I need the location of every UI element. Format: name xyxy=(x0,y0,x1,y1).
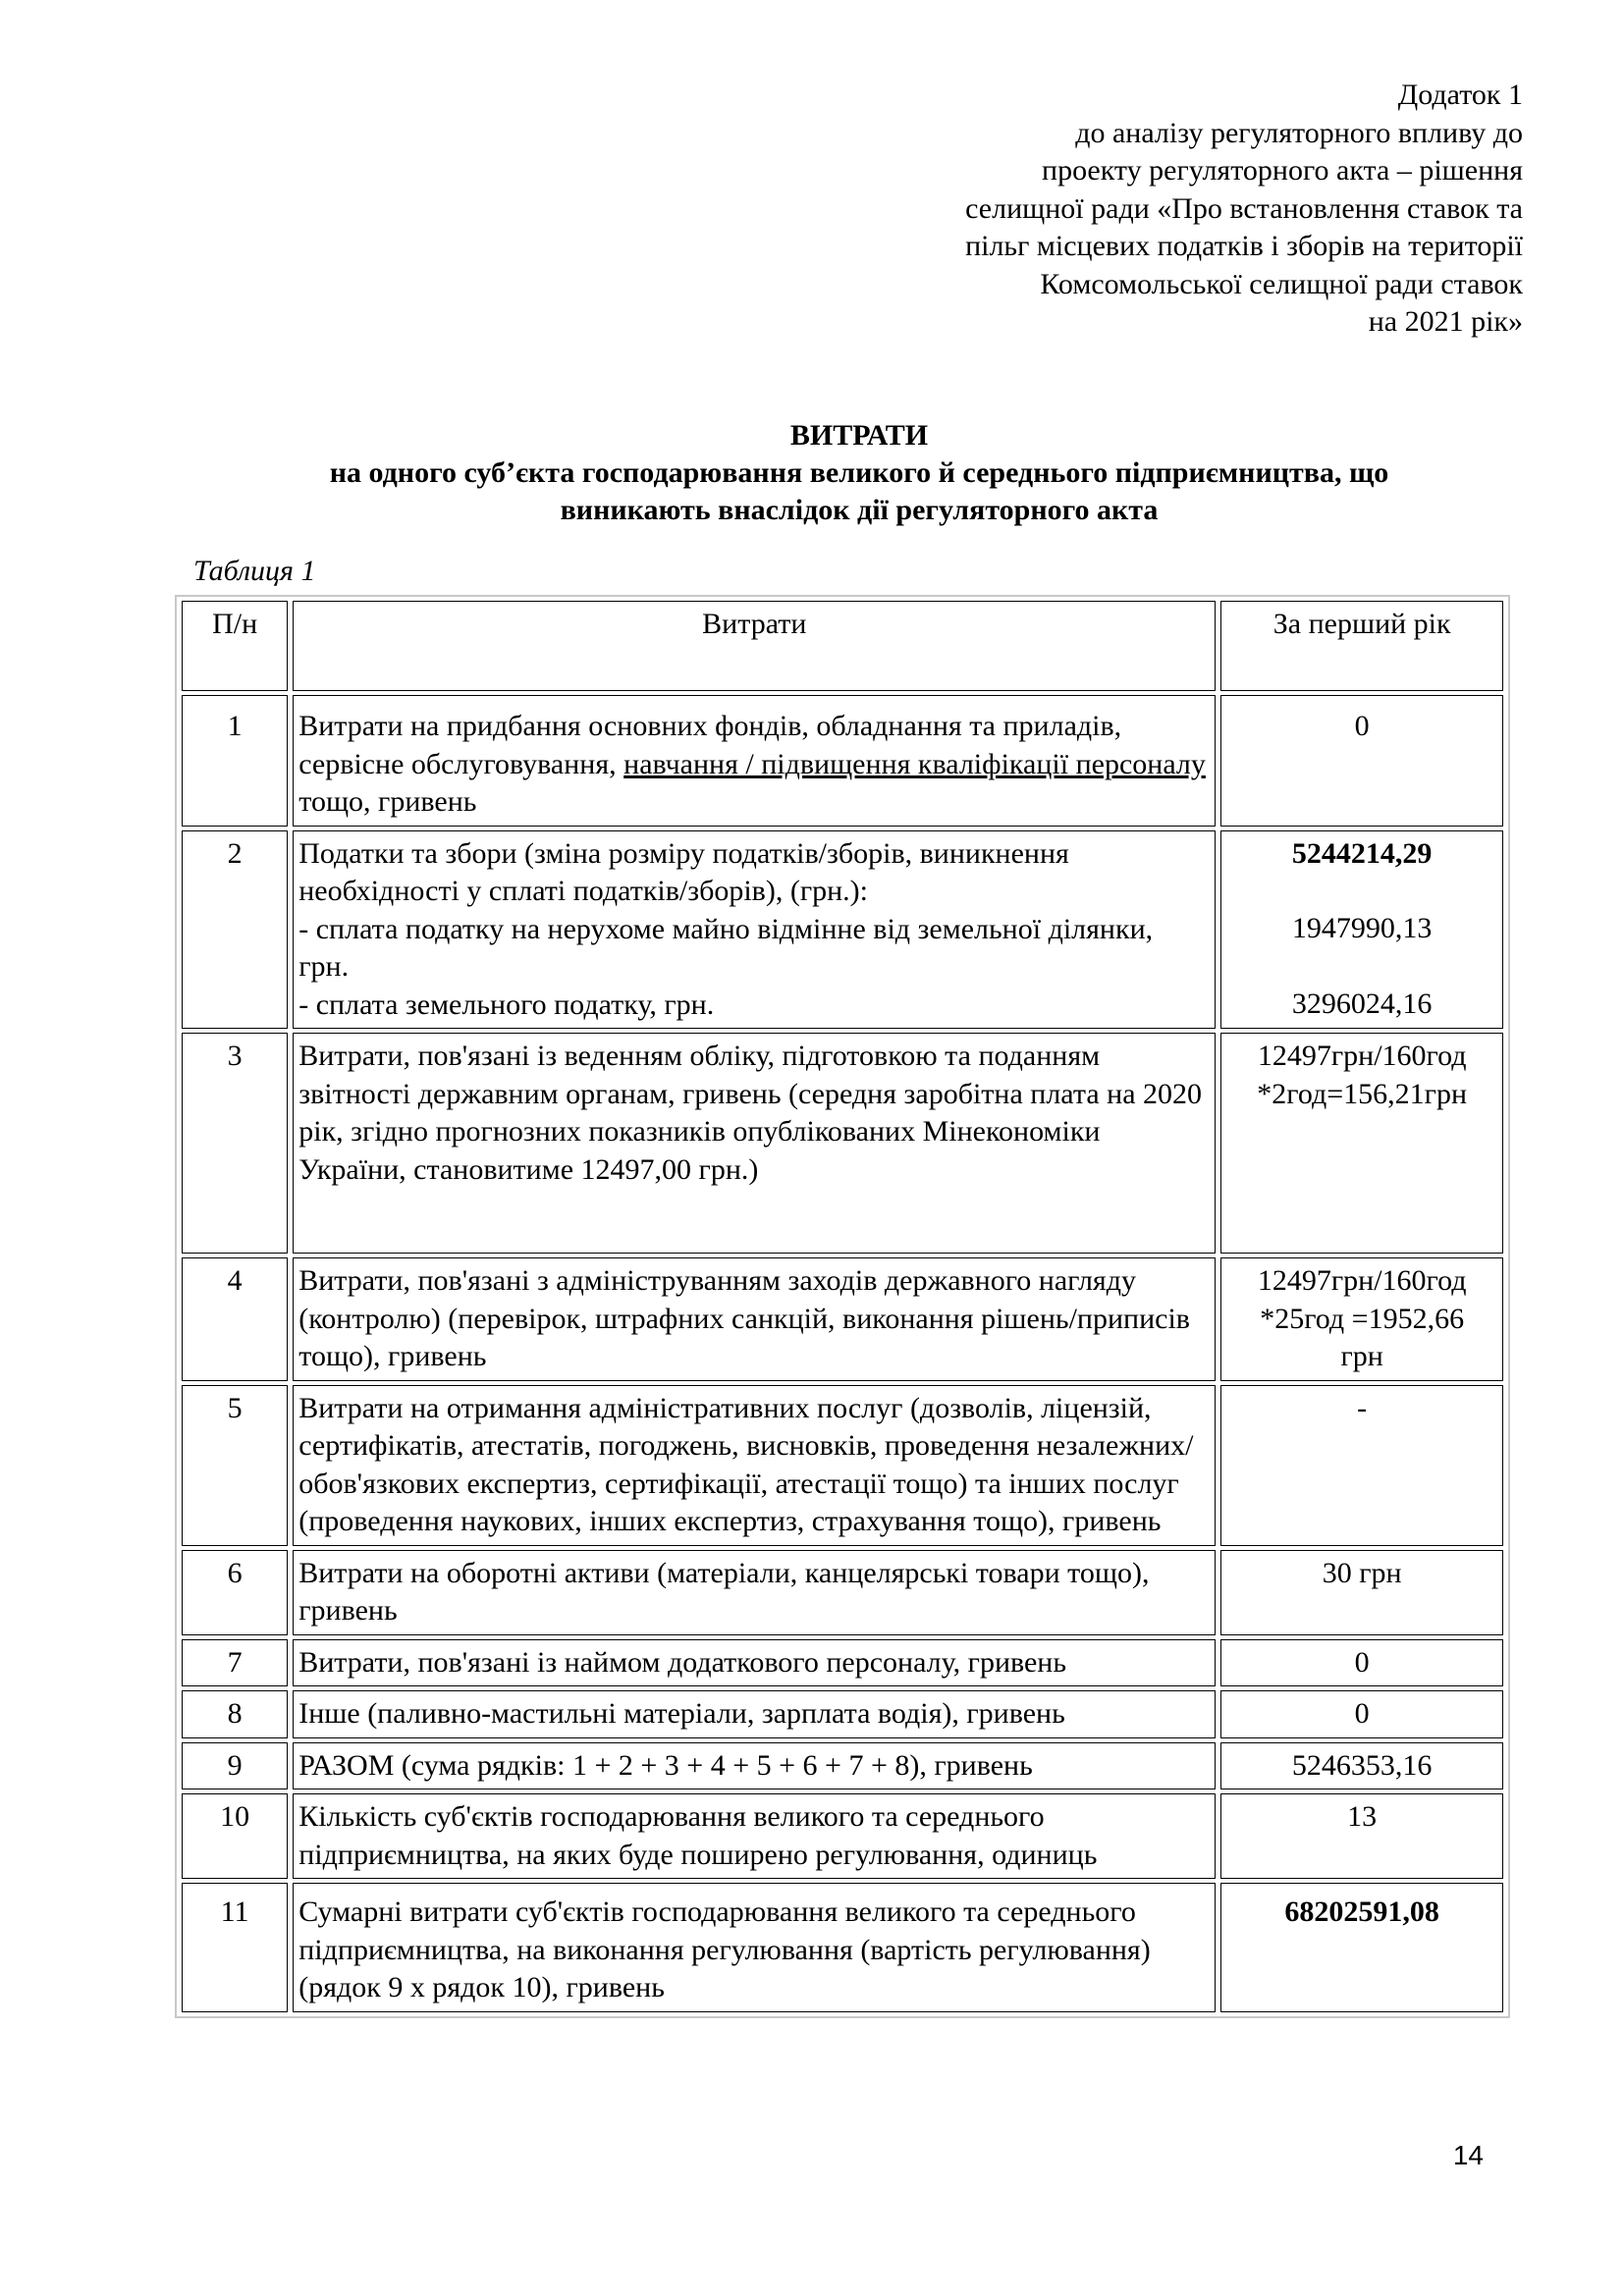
row-number: 8 xyxy=(182,1690,288,1738)
row-description xyxy=(293,830,1216,1030)
row-value: 68202591,08 xyxy=(1220,1883,1503,2012)
table-row xyxy=(182,1639,1503,1687)
row-number: 3 xyxy=(182,1033,288,1254)
header-line: Комсомольської селищної ради ставок xyxy=(1040,267,1523,300)
row-number: 5 xyxy=(182,1385,288,1546)
document-title xyxy=(196,417,1522,529)
row-description: Витрати, пов'язані з адмініструванням заходів державного нагляду (контролю) (перевірок, штрафних санкцій, виконання рішень/приписів тощо), гривень xyxy=(293,1257,1216,1381)
page-number: 14 xyxy=(1452,2140,1484,2170)
row-value: - xyxy=(1220,1385,1503,1546)
row-number: 1 xyxy=(182,695,288,827)
row-value xyxy=(1220,1033,1503,1254)
table-row xyxy=(182,830,1503,1030)
value-line: *25год =1952,66 xyxy=(1260,1302,1465,1335)
row-description-text: Податки та збори (зміна розміру податків/зборів, виникнення необхідності у сплаті податків/зборів), (грн.): xyxy=(298,836,1069,907)
table-caption: Таблиця 1 xyxy=(193,555,316,587)
value-total: 5244214,29 xyxy=(1291,836,1433,870)
row-description: Витрати на отримання адміністративних послуг (дозволів, ліцензій, сертифікатів, атестатів, погоджень, висновків, проведення незалежних/обов'язкових експертиз, сертифікації, атестації тощо) та інших послуг (проведення наукових, інших експертиз, страхування тощо), гривень xyxy=(293,1385,1216,1546)
row-number: 4 xyxy=(182,1257,288,1381)
value-property-tax: 1947990,13 xyxy=(1291,912,1433,944)
row-value: 0 xyxy=(1220,1639,1503,1687)
row-description: Витрати, пов'язані із наймом додаткового персоналу, гривень xyxy=(293,1639,1216,1687)
header-line: пільг місцевих податків і зборів на території xyxy=(965,230,1523,262)
row-number: 10 xyxy=(182,1793,288,1879)
row-value: 5246353,16 xyxy=(1220,1742,1503,1790)
value-line: *2год=156,21грн xyxy=(1257,1077,1468,1110)
header-line: до аналізу регуляторного впливу до xyxy=(1075,116,1523,149)
row-value: 0 xyxy=(1220,695,1503,827)
value-line: 12497грн/160год xyxy=(1257,1040,1467,1072)
underlined-text: навчання / підвищення кваліфікації персоналу xyxy=(623,747,1206,780)
title-main: ВИТРАТИ xyxy=(789,419,929,452)
row-value: 30 грн xyxy=(1220,1550,1503,1635)
row-value: 0 xyxy=(1220,1690,1503,1738)
row-description: Інше (паливно-мастильні матеріали, зарплата водія), гривень xyxy=(293,1690,1216,1738)
row-description-text: - сплата податку на нерухоме майно відмінне від земельної ділянки, грн. xyxy=(298,912,1154,983)
table-row xyxy=(182,1742,1503,1790)
table-row xyxy=(182,1883,1503,2012)
table-row xyxy=(182,1257,1503,1381)
header-costs: Витрати xyxy=(293,601,1216,691)
header-line: проекту регуляторного акта – рішення xyxy=(1042,154,1523,187)
header-first-year: За перший рік xyxy=(1220,601,1503,691)
costs-table xyxy=(177,597,1508,2016)
row-description-text: Витрати на придбання основних фондів, обладнання та приладів, сервісне обслуговування, xyxy=(298,710,1122,780)
costs-table-frame xyxy=(175,595,1510,2018)
table-row xyxy=(182,1385,1503,1546)
row-number: 11 xyxy=(182,1883,288,2012)
value-line: грн xyxy=(1340,1340,1383,1372)
table-row xyxy=(182,1033,1503,1254)
header-line: на 2021 рік» xyxy=(1368,305,1523,338)
title-subtitle-line: виникають внаслідок дії регуляторного акта xyxy=(560,494,1159,526)
table-row xyxy=(182,1793,1503,1879)
table-row xyxy=(182,695,1503,827)
row-number: 2 xyxy=(182,830,288,1030)
spacer xyxy=(1226,873,1497,910)
table-header-row xyxy=(182,601,1503,691)
row-value xyxy=(1220,830,1503,1030)
header-line: Додаток 1 xyxy=(1397,79,1523,111)
row-description: Витрати на оборотні активи (матеріали, канцелярські товари тощо), гривень xyxy=(293,1550,1216,1635)
row-description: Кількість суб'єктів господарювання великого та середнього підприємництва, на яких буде поширено регулювання, одиниць xyxy=(293,1793,1216,1879)
document-header xyxy=(965,77,1523,342)
value-land-tax: 3296024,16 xyxy=(1291,987,1433,1020)
row-description-text: - сплата земельного податку, грн. xyxy=(298,988,715,1021)
row-value: 13 xyxy=(1220,1793,1503,1879)
row-description xyxy=(293,695,1216,827)
row-number: 7 xyxy=(182,1639,288,1687)
table-row xyxy=(182,1690,1503,1738)
table-row xyxy=(182,1550,1503,1635)
value-line: 12497грн/160год xyxy=(1257,1264,1467,1297)
row-description: РАЗОМ (сума рядків: 1 + 2 + 3 + 4 + 5 + 6 + 7 + 8), гривень xyxy=(293,1742,1216,1790)
row-description: Сумарні витрати суб'єктів господарювання великого та середнього підприємництва, на виконання регулювання (вартість регулювання) (рядок 9 х рядок 10), гривень xyxy=(293,1883,1216,2012)
title-subtitle-line: на одного суб’єкта господарювання великого й середнього підприємництва, що xyxy=(329,456,1389,489)
header-num: П/н xyxy=(182,601,288,691)
row-description: Витрати, пов'язані із веденням обліку, підготовкою та поданням звітності державним органам, гривень (середня заробітна плата на 2020 рік, згідно прогнозних показників опублікованих Мінекономіки України, становитиме 12497,00 грн.) xyxy=(293,1033,1216,1254)
spacer xyxy=(1226,948,1497,986)
row-value xyxy=(1220,1257,1503,1381)
row-number: 9 xyxy=(182,1742,288,1790)
header-line: селищної ради «Про встановлення ставок та xyxy=(965,191,1523,225)
row-number: 6 xyxy=(182,1550,288,1635)
row-description-text: тощо, гривень xyxy=(298,785,477,818)
